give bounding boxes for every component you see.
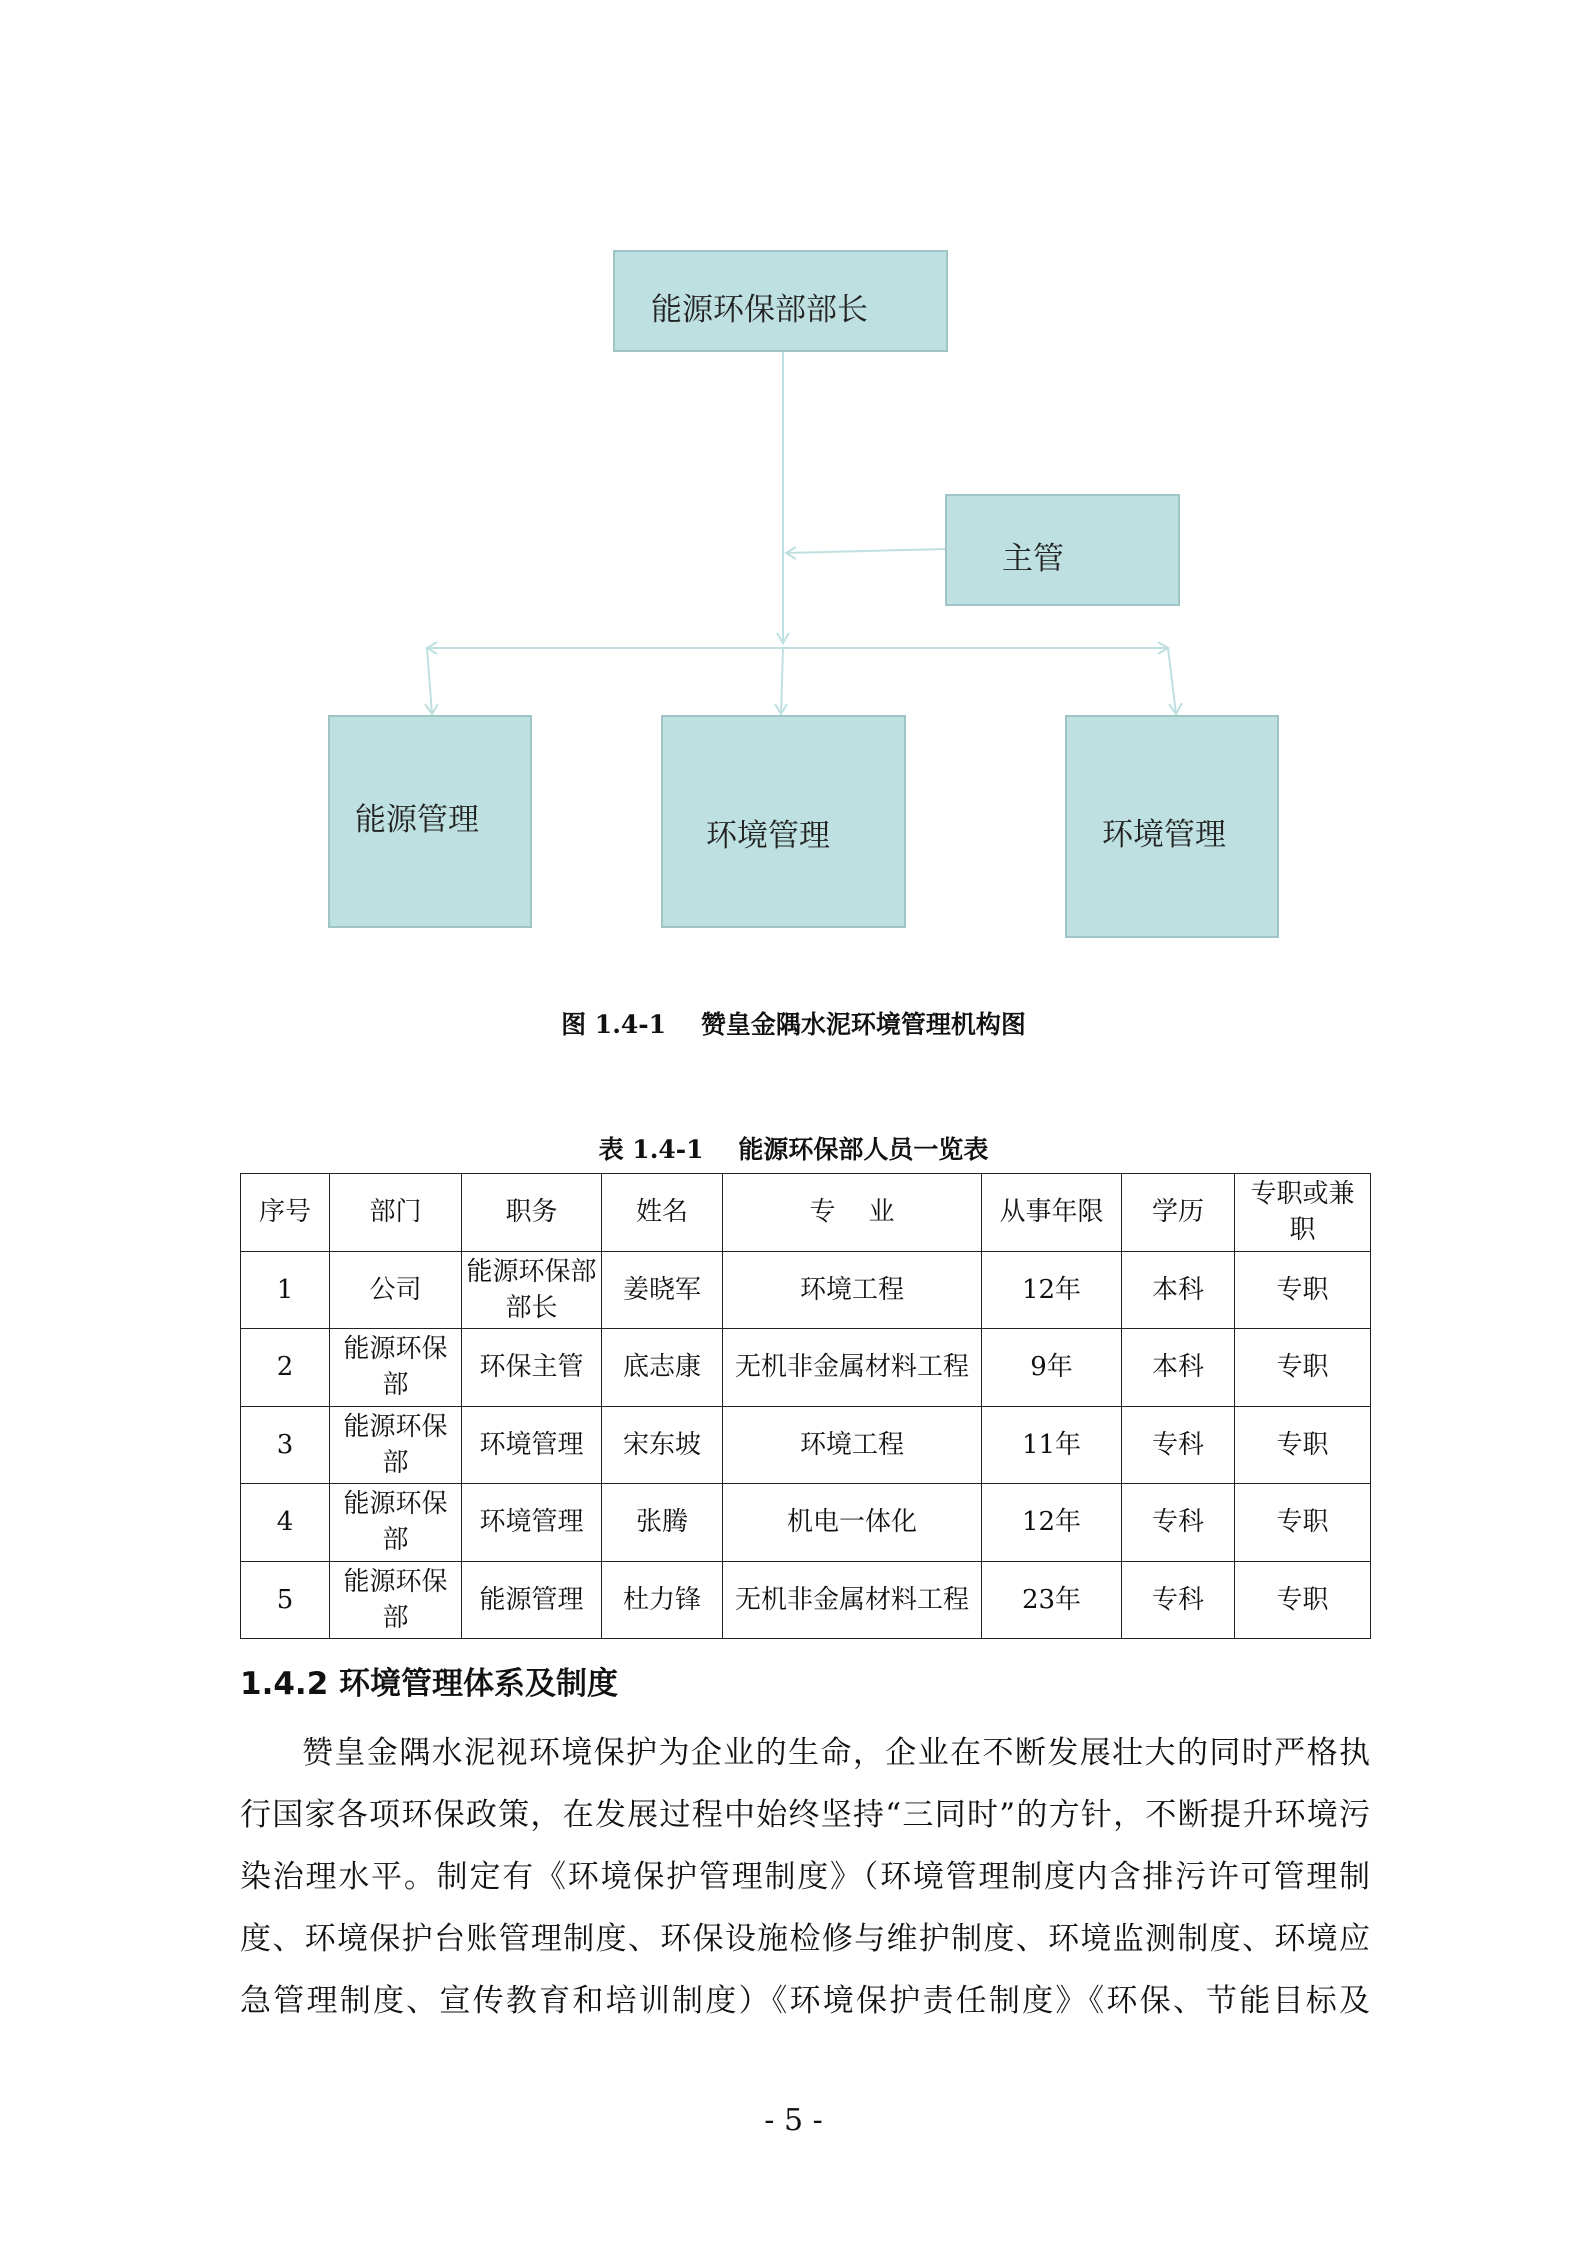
cell: 能源环保部 bbox=[330, 1406, 462, 1484]
section-heading: 1.4.2 环境管理体系及制度 bbox=[240, 1666, 619, 1702]
cell: 11年 bbox=[982, 1406, 1122, 1484]
header-cell: 序号 bbox=[241, 1174, 330, 1252]
cell: 专职 bbox=[1235, 1561, 1371, 1639]
cell: 2 bbox=[241, 1329, 330, 1407]
header-cell: 学历 bbox=[1122, 1174, 1235, 1252]
cell: 本科 bbox=[1122, 1329, 1235, 1407]
table-caption: 表 1.4-1 能源环保部人员一览表 bbox=[598, 1135, 989, 1164]
paragraph-line: 赞皇金隅水泥视环境保护为企业的生命，企业在不断发展壮大的同时严格执 bbox=[302, 1735, 1370, 1771]
header-cell: 从事年限 bbox=[982, 1174, 1122, 1252]
table-row bbox=[241, 1329, 1371, 1407]
cell: 环境管理 bbox=[462, 1406, 602, 1484]
org-head-label: 能源环保部部长 bbox=[651, 292, 868, 328]
cell: 环境工程 bbox=[723, 1251, 982, 1329]
org-unit-box bbox=[661, 715, 906, 928]
body-paragraph bbox=[240, 1722, 1370, 2032]
cell: 9年 bbox=[982, 1329, 1122, 1407]
cell: 12年 bbox=[982, 1484, 1122, 1562]
cell: 机电一体化 bbox=[723, 1484, 982, 1562]
cell: 专科 bbox=[1122, 1406, 1235, 1484]
org-supervisor-label: 主管 bbox=[1002, 541, 1064, 577]
cell: 23年 bbox=[982, 1561, 1122, 1639]
org-unit-box bbox=[1065, 715, 1279, 938]
cell: 无机非金属材料工程 bbox=[723, 1561, 982, 1639]
cell: 5 bbox=[241, 1561, 330, 1639]
figure-caption: 图 1.4-1 赞皇金隅水泥环境管理机构图 bbox=[561, 1010, 1026, 1039]
paragraph-line: 急管理制度、宣传教育和培训制度）《环境保护责任制度》《环保、节能目标及 bbox=[240, 1983, 1370, 2019]
header-cell: 职务 bbox=[462, 1174, 602, 1252]
cell: 能源环保部 bbox=[330, 1561, 462, 1639]
org-head-box bbox=[613, 250, 948, 352]
org-supervisor-box bbox=[945, 494, 1180, 606]
cell: 3 bbox=[241, 1406, 330, 1484]
table-row bbox=[241, 1251, 1371, 1329]
cell: 能源环保部 bbox=[330, 1484, 462, 1562]
cell: 环境工程 bbox=[723, 1406, 982, 1484]
cell: 能源环保部部长 bbox=[462, 1251, 602, 1329]
staff-table bbox=[240, 1173, 1371, 1639]
page-number: - 5 - bbox=[764, 2103, 823, 2138]
cell: 能源管理 bbox=[462, 1561, 602, 1639]
cell: 能源环保部 bbox=[330, 1329, 462, 1407]
org-unit-label: 环境管理 bbox=[706, 818, 830, 854]
cell: 姜晓军 bbox=[602, 1251, 723, 1329]
org-unit-box bbox=[328, 715, 532, 928]
cell: 专职 bbox=[1235, 1484, 1371, 1562]
table-row bbox=[241, 1406, 1371, 1484]
cell: 环保主管 bbox=[462, 1329, 602, 1407]
org-unit-label: 环境管理 bbox=[1102, 817, 1226, 853]
cell: 环境管理 bbox=[462, 1484, 602, 1562]
table-header-row bbox=[241, 1174, 1371, 1252]
cell: 专职 bbox=[1235, 1406, 1371, 1484]
table-row bbox=[241, 1484, 1371, 1562]
cell: 4 bbox=[241, 1484, 330, 1562]
cell: 底志康 bbox=[602, 1329, 723, 1407]
table-row bbox=[241, 1561, 1371, 1639]
paragraph-line: 度、环境保护台账管理制度、环保设施检修与维护制度、环境监测制度、环境应 bbox=[240, 1921, 1370, 1957]
cell: 专职 bbox=[1235, 1251, 1371, 1329]
cell: 公司 bbox=[330, 1251, 462, 1329]
cell: 本科 bbox=[1122, 1251, 1235, 1329]
cell: 无机非金属材料工程 bbox=[723, 1329, 982, 1407]
cell: 张腾 bbox=[602, 1484, 723, 1562]
header-cell: 部门 bbox=[330, 1174, 462, 1252]
cell: 12年 bbox=[982, 1251, 1122, 1329]
paragraph-line: 行国家各项环保政策，在发展过程中始终坚持“三同时”的方针，不断提升环境污 bbox=[240, 1797, 1370, 1833]
cell: 杜力锋 bbox=[602, 1561, 723, 1639]
cell: 1 bbox=[241, 1251, 330, 1329]
org-unit-label: 能源管理 bbox=[355, 802, 479, 838]
cell: 专职 bbox=[1235, 1329, 1371, 1407]
paragraph-line: 染治理水平。制定有《环境保护管理制度》（环境管理制度内含排污许可管理制 bbox=[240, 1859, 1370, 1895]
header-cell: 姓名 bbox=[602, 1174, 723, 1252]
cell: 专科 bbox=[1122, 1561, 1235, 1639]
header-cell: 专职或兼职 bbox=[1235, 1174, 1371, 1252]
cell: 宋东坡 bbox=[602, 1406, 723, 1484]
header-cell: 专 业 bbox=[723, 1174, 982, 1252]
cell: 专科 bbox=[1122, 1484, 1235, 1562]
